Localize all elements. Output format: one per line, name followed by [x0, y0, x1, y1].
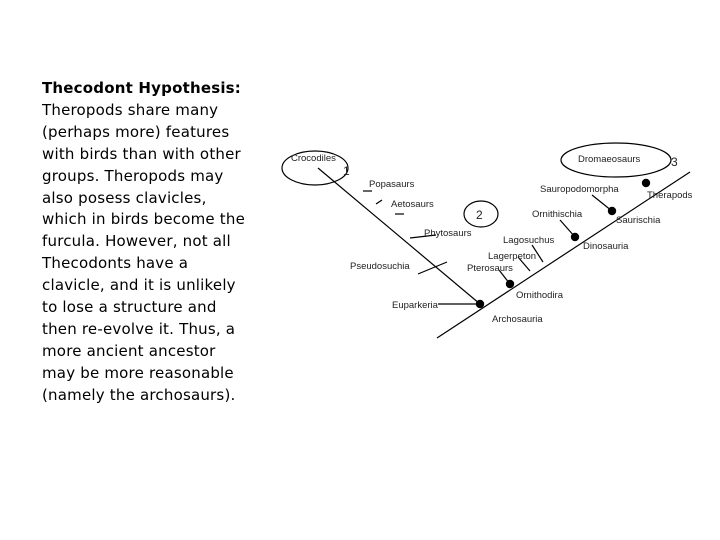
- body-line: (namely the archosaurs).: [42, 385, 236, 404]
- label-popasaurs: Popasaurs: [369, 179, 415, 190]
- label-aetosaurs: Aetosaurs: [391, 199, 434, 210]
- label-saurischia: Saurischia: [616, 215, 661, 226]
- body-line: may be more reasonable: [42, 363, 234, 382]
- marker-3: 3: [671, 155, 678, 169]
- label-dromaeosaurs: Dromaeosaurs: [578, 154, 641, 165]
- body-line: also posess clavicles,: [42, 188, 207, 207]
- label-dinosauria: Dinosauria: [583, 241, 629, 252]
- body-line: more ancient ancestor: [42, 341, 216, 360]
- body-line: which in birds become the: [42, 210, 246, 229]
- body-line: groups. Theropods may: [42, 166, 224, 185]
- body-line: Theropods share many: [42, 100, 219, 119]
- label-ornithischia: Ornithischia: [532, 209, 583, 220]
- label-crocodiles: Crocodiles: [291, 153, 336, 164]
- body-line: with birds than with other: [42, 144, 241, 163]
- label-archosauria: Archosauria: [492, 314, 543, 325]
- node-dinosauria: [571, 233, 579, 241]
- label-sauropodomorpha: Sauropodomorpha: [540, 184, 619, 195]
- marker-2: 2: [476, 208, 483, 222]
- label-pterosaurs: Pterosaurs: [467, 263, 513, 274]
- label-phytosaurs: Phytosaurs: [424, 228, 472, 239]
- body-line: Thecodonts have a: [42, 254, 189, 273]
- marker-1: 1: [343, 164, 350, 178]
- node-therapods: [642, 179, 650, 187]
- node-ornithodira: [506, 280, 514, 288]
- node-archosauria: [476, 300, 484, 308]
- body-line: (perhaps more) features: [42, 122, 230, 141]
- label-ornithodira: Ornithodira: [516, 290, 563, 301]
- label-therapods: Therapods: [647, 190, 693, 201]
- body-line: clavicle, and it is unlikely: [42, 276, 236, 295]
- label-lagerpeton: Lagerpeton: [488, 251, 537, 262]
- body-line: then re-evolve it. Thus, a: [42, 319, 236, 338]
- body-line: to lose a structure and: [42, 298, 217, 317]
- hypothesis-heading: Thecodont Hypothesis:: [42, 79, 241, 97]
- label-euparkeria: Euparkeria: [392, 300, 438, 311]
- label-lagosuchus: Lagosuchus: [503, 235, 555, 246]
- branch-aetosaurs: [376, 200, 382, 204]
- label-pseudosuchia: Pseudosuchia: [350, 261, 410, 272]
- node-saurischia: [608, 207, 616, 215]
- body-line: furcula. However, not all: [42, 232, 231, 251]
